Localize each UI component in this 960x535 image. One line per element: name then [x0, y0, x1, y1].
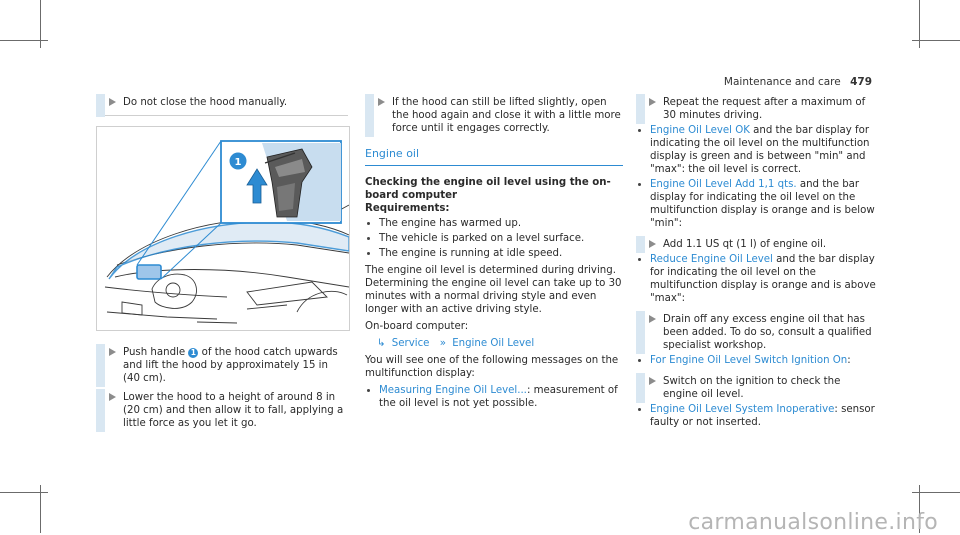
instruction-arrow-icon — [109, 393, 116, 401]
message-list — [365, 384, 623, 410]
message-description: and the bar display for indicating the oil level on the multifunction display is orange and is above "max": — [650, 254, 876, 304]
message-list — [636, 124, 876, 230]
display-message: Reduce Engine Oil Level — [650, 254, 773, 265]
step-text-prefix: Push handle — [123, 347, 186, 358]
requirements-label: Requirements: — [365, 203, 450, 214]
instruction-bar — [96, 344, 105, 387]
instruction-bar — [636, 311, 645, 354]
list-item: The engine has warmed up. — [365, 217, 623, 230]
step-text: Repeat the request after a maximum of 30 minutes driving. — [663, 97, 866, 121]
display-message: For Engine Oil Level Switch Ignition On — [650, 355, 848, 366]
message-list — [636, 253, 876, 305]
crop-mark — [919, 0, 920, 48]
paragraph: You will see one of the following messages on the multifunction display: — [365, 355, 619, 379]
message-description: and the bar display for indicating the oil level on the multifunction display is green and is between "min" and "max": the oil level is correct. — [650, 125, 870, 175]
instruction-step — [636, 238, 876, 251]
list-item — [636, 253, 876, 305]
list-item — [636, 354, 876, 367]
instruction-bar — [96, 389, 105, 432]
display-message: Engine Oil Level System Inoperative — [650, 404, 835, 415]
instruction-bar — [365, 94, 374, 137]
watermark: carmanualsonline.info — [688, 510, 938, 535]
instruction-arrow-icon — [649, 377, 656, 385]
menu-hook-icon: ↳ — [377, 338, 386, 349]
instruction-step — [96, 391, 348, 430]
column-3 — [636, 96, 876, 437]
paragraph: On-board computer: — [365, 321, 469, 332]
column-1 — [96, 96, 348, 436]
instruction-step — [96, 346, 348, 385]
list-item: The engine is running at idle speed. — [365, 247, 623, 260]
message-list — [636, 354, 876, 367]
menu-item: Engine Oil Level — [452, 338, 535, 349]
paragraph: The engine oil level is determined during driving. Determining the engine oil level can take up to 30 minutes with a normal driving style and even longer with an active driving style. — [365, 265, 622, 315]
instruction-arrow-icon — [109, 348, 116, 356]
subsection-heading: Checking the engine oil level using the on-board computer — [365, 177, 611, 201]
step-text: Lower the hood to a height of around 8 in (20 cm) and then allow it to fall, applying a little force as you let it go. — [123, 392, 344, 429]
list-item: The vehicle is parked on a level surface. — [365, 232, 623, 245]
instruction-arrow-icon — [378, 98, 385, 106]
instruction-bar — [636, 94, 645, 124]
instruction-arrow-icon — [109, 98, 116, 106]
list-item — [636, 124, 876, 176]
instruction-step — [636, 313, 876, 352]
section-title: Engine oil — [365, 147, 623, 166]
step-text: Drain off any excess engine oil that has been added. To do so, consult a qualified specialist workshop. — [663, 314, 872, 351]
instruction-step — [365, 96, 623, 135]
message-description: and the bar display for indicating the oil level on the multifunction display is orange and is below "min": — [650, 179, 875, 229]
list-item — [636, 178, 876, 230]
menu-path — [365, 337, 623, 350]
instruction-step — [96, 96, 348, 116]
double-chevron-icon: » — [439, 338, 446, 349]
instruction-arrow-icon — [649, 240, 656, 248]
step-text: Switch on the ignition to check the engine oil level. — [663, 376, 841, 400]
page-number: 479 — [850, 76, 872, 88]
step-text-suffix: of the hood catch upwards and lift the hood by approximately 15 in (40 cm). — [123, 347, 338, 384]
message-description: : — [847, 355, 851, 366]
list-item — [365, 384, 623, 410]
crop-mark — [40, 485, 41, 533]
callout-number: 1 — [188, 348, 198, 358]
menu-item: Service — [391, 338, 430, 349]
instruction-bar — [96, 94, 105, 117]
message-list — [636, 403, 876, 429]
page-header — [724, 76, 872, 89]
step-text: If the hood can still be lifted slightly, open the hood again and close it with a little more force until it engages correctly. — [392, 97, 621, 134]
message-description: : measurement of the oil level is not yet possible. — [379, 385, 618, 409]
instruction-arrow-icon — [649, 98, 656, 106]
instruction-step — [636, 96, 876, 122]
requirements-list — [365, 217, 623, 260]
column-2 — [365, 96, 623, 414]
display-message: Engine Oil Level OK — [650, 125, 750, 136]
hood-illustration — [96, 126, 350, 331]
display-message: Engine Oil Level Add 1,1 qts. — [650, 179, 797, 190]
instruction-step — [636, 375, 876, 401]
display-message: Measuring Engine Oil Level... — [379, 385, 527, 396]
instruction-bar — [636, 236, 645, 253]
crop-mark — [40, 0, 41, 48]
hood-illustration-svg — [97, 127, 349, 330]
instruction-bar — [636, 373, 645, 403]
message-description: : sensor faulty or not inserted. — [650, 404, 875, 428]
instruction-arrow-icon — [649, 315, 656, 323]
figure-callout: 1 — [234, 157, 242, 168]
section-name: Maintenance and care — [723, 76, 841, 88]
step-text: Do not close the hood manually. — [123, 97, 288, 108]
list-item — [636, 403, 876, 429]
step-text: Add 1.1 US qt (1 l) of engine oil. — [663, 239, 827, 250]
